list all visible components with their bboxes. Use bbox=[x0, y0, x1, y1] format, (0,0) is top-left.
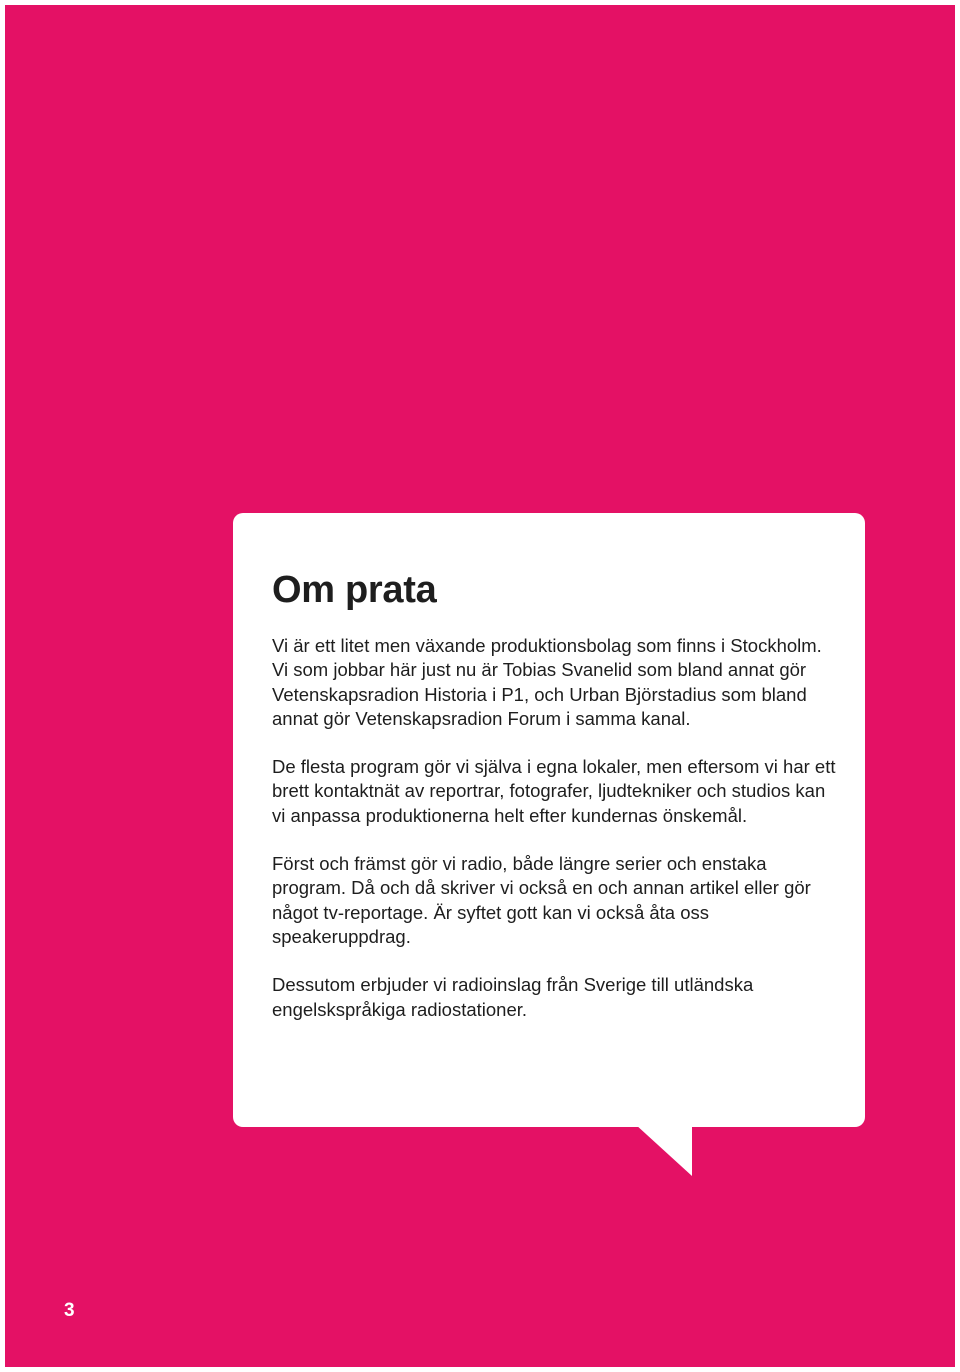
article-paragraph-3: Först och främst gör vi radio, både längre serier och enstaka program. Då och då skriver vi också en och annan artikel eller gör något tv-reportage. Är syftet gott kan vi också åta oss speakeruppdrag. bbox=[272, 853, 811, 947]
article-title: Om prata bbox=[272, 569, 437, 611]
page-number: 3 bbox=[64, 1300, 75, 1321]
article-paragraph-2: De flesta program gör vi själva i egna lokaler, men eftersom vi har ett brett kontaktnät av reportrar, fotografer, ljudtekniker och studios kan vi anpassa produktionerna helt efter kundernas önskemål. bbox=[272, 756, 836, 826]
article-content bbox=[272, 566, 842, 1046]
article-paragraph-1: Vi är ett litet men växande produktionsbolag som finns i Stockholm. Vi som jobbar här just nu är Tobias Svanelid som bland annat gör Vetenskapsradion Historia i P1, och Urban Björstadius som bland annat gör Vetenskapsradion Forum i samma kanal. bbox=[272, 635, 822, 729]
article-paragraph-4: Dessutom erbjuder vi radioinslag från Sverige till utländska engelskspråkiga radiostationer. bbox=[272, 974, 754, 1020]
